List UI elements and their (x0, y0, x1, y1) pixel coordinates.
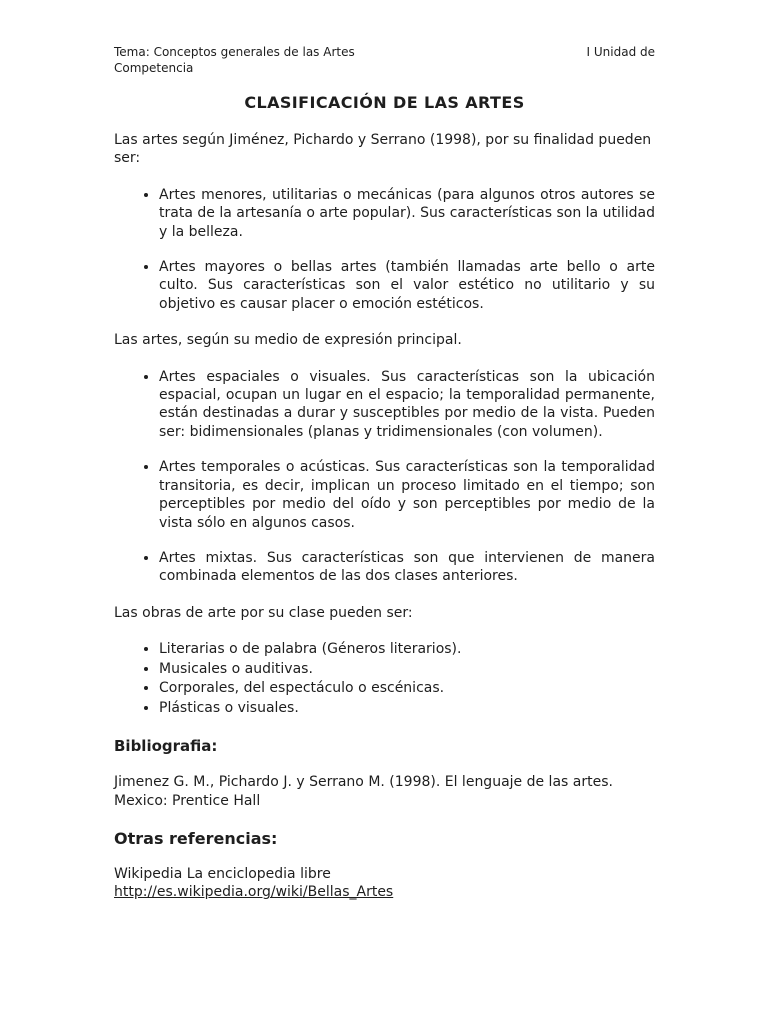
other-references-heading: Otras referencias: (114, 828, 278, 848)
list-item: • Artes temporales o acústicas. Sus características son la temporalidad transitoria, es decir, implican un proceso limitado en el tiempo; son perceptibles por medio del oído y son perceptibles por medio de la vista sólo en algunos casos. (159, 458, 655, 532)
bibliography-entry-line1: Jimenez G. M., Pichardo J. y Serrano M. (1998). El lenguaje de las artes. (114, 774, 613, 791)
list-item: • Musicales o auditivas. (159, 660, 655, 680)
bibliography-heading: Bibliografia: (114, 737, 218, 756)
paragraph-expresion-intro: Las artes, según su medio de expresión principal. (114, 332, 462, 349)
bibliography-entry (114, 773, 655, 810)
list-item: • Artes mixtas. Sus características son que intervienen de manera combinada elementos de las dos clases anteriores. (159, 549, 655, 586)
list-item: • Artes mayores o bellas artes (también llamadas arte bello o arte culto. Sus características son el valor estético no utilitario y su objetivo es causar placer o emoción estéticos. (159, 258, 655, 313)
header-unit-wrap: Competencia (114, 60, 194, 75)
list-expresion (114, 368, 655, 586)
list-item: • Artes espaciales o visuales. Sus características son la ubicación espacial, ocupan un lugar en el espacio; la temporalidad permanente, están destinadas a durar y susceptibles por medio de la vista. Pueden ser: bidimensionales (planas y tridimensionales (con volumen). (159, 368, 655, 442)
paragraph-clase-intro: Las obras de arte por su clase pueden ser: (114, 604, 413, 621)
header-unit: I Unidad de (586, 45, 655, 59)
list-finalidad (114, 186, 655, 313)
header-row (114, 45, 655, 61)
wikipedia-link[interactable]: http://es.wikipedia.org/wiki/Bellas_Artes (114, 884, 394, 901)
document-header (114, 45, 655, 76)
header-topic: Tema: Conceptos generales de las Artes (114, 45, 355, 59)
page-title: CLASIFICACIÓN DE LAS ARTES (244, 93, 525, 112)
list-item: • Literarias o de palabra (Géneros literarios). (159, 640, 655, 660)
list-item: • Plásticas o visuales. (159, 699, 655, 719)
list-item: • Corporales, del espectáculo o escénicas. (159, 679, 655, 699)
list-item: • Artes menores, utilitarias o mecánicas (para algunos otros autores se trata de la artesanía o arte popular). Sus características son la utilidad y la belleza. (159, 186, 655, 241)
wikipedia-link-line (114, 883, 655, 901)
list-clase (114, 640, 655, 718)
paragraph-finalidad-intro: Las artes según Jiménez, Pichardo y Serrano (1998), por su finalidad pueden ser: (114, 132, 652, 167)
wikipedia-source: Wikipedia La enciclopedia libre (114, 865, 331, 882)
bibliography-entry-line2: Mexico: Prentice Hall (114, 792, 261, 809)
